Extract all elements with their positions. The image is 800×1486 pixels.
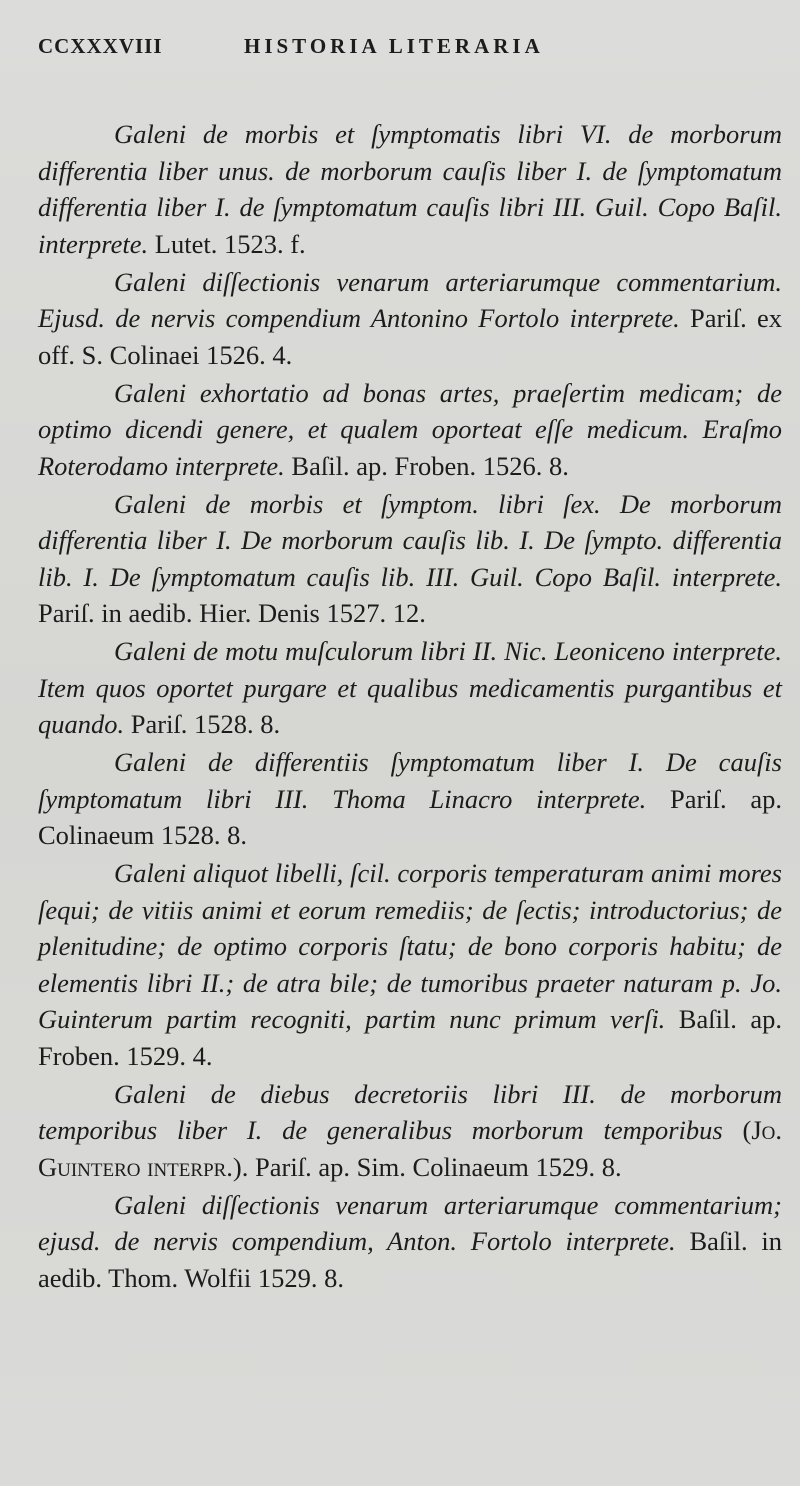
entry-title: Galeni de diebus decretoriis libri III. de morborum temporibus liber I. de generalibus morborum temporibus — [38, 1078, 782, 1145]
entry-imprint: Pariſ. ap. Colinaeum 1528. 8. — [38, 783, 783, 850]
entry-title: Galeni diſſectionis venarum arteriarumque commentarium; ejusd. de nervis compendium, Anton. Fortolo interprete. — [38, 1189, 782, 1256]
entry-imprint: Baſil. ap. Froben. 1529. 4. — [38, 1004, 782, 1071]
bibliography-entry — [38, 855, 790, 1074]
entry-title: Galeni aliquot libelli, ſcil. corporis temperaturam animi mores ſequi; de vitiis animi et eorum remediis; de ſectis; introductorius; de plenitudine; de optimo corporis ſtatu; de bono corporis habitu; de elementis libri II.; de atra bile; de tumoribus praeter naturam p. Jo. Guinterum partim recogniti, partim nunc primum verſi. — [38, 858, 782, 1034]
running-title: HISTORIA LITERARIA — [244, 34, 544, 58]
bibliography-entry — [38, 486, 790, 632]
bibliography-entry — [38, 744, 790, 854]
bibliography-entry — [38, 116, 790, 262]
entry-title: Galeni exhortatio ad bonas artes, praeſertim medicam; de optimo dicendi genere, et qualem oporteat eſſe medicum. Eraſmo Roterodamo interprete. — [38, 377, 782, 481]
entry-title: Galeni de motu muſculorum libri II. Nic. Leoniceno interprete. Item quos oportet purgare et qualibus medicamentis purgantibus et quando. — [38, 636, 782, 739]
entry-title: Galeni de morbis et ſymptom. libri ſex. De morborum differentia liber I. De morborum cauſis lib. I. De ſympto. differentia lib. I. De ſymptomatum cauſis lib. III. Guil. Copo Baſil. interprete. — [38, 488, 782, 592]
entry-title: Galeni de differentiis ſymptomatum liber I. De cauſis ſymptomatum libri III. Thoma Linacro interprete. — [38, 747, 782, 814]
bibliography-entry — [38, 1076, 790, 1186]
entry-imprint: Lutet. 1523. f. — [154, 228, 306, 259]
page-header — [38, 28, 790, 68]
entry-imprint: Pariſ. in aedib. Hier. Denis 1527. 12. — [38, 598, 426, 628]
bibliography-entry — [38, 1187, 790, 1297]
entry-imprint: Pariſ. ap. Sim. Colinaeum 1529. 8. — [255, 1151, 622, 1182]
entry-title: Galeni diſſectionis venarum arteriarumque commentarium. Ejusd. de nervis compendium Antonino Fortolo interprete. — [38, 266, 782, 333]
entry-imprint: Pariſ. ex off. S. Colinaei 1526. 4. — [38, 303, 782, 370]
bibliography-entry — [38, 264, 790, 374]
folio-number: CCXXXVIII — [38, 34, 163, 58]
bibliography-entries — [38, 116, 790, 1296]
entry-translator: (Jo. Guintero interpr.). — [38, 1115, 782, 1182]
entry-imprint: Pariſ. 1528. 8. — [130, 709, 281, 739]
bibliography-entry — [38, 375, 790, 485]
bibliography-entry — [38, 633, 790, 743]
entry-imprint: Baſil. in aedib. Thom. Wolfii 1529. 8. — [38, 1226, 783, 1293]
entry-title: Galeni de morbis et ſymptomatis libri VI. de morborum differentia liber unus. de morborum cauſis liber I. de ſymptomatum differentia liber I. de ſymptomatum cauſis libri III. Guil. Copo Baſil. interprete. — [38, 119, 782, 259]
entry-imprint: Baſil. ap. Froben. 1526. 8. — [291, 450, 569, 481]
